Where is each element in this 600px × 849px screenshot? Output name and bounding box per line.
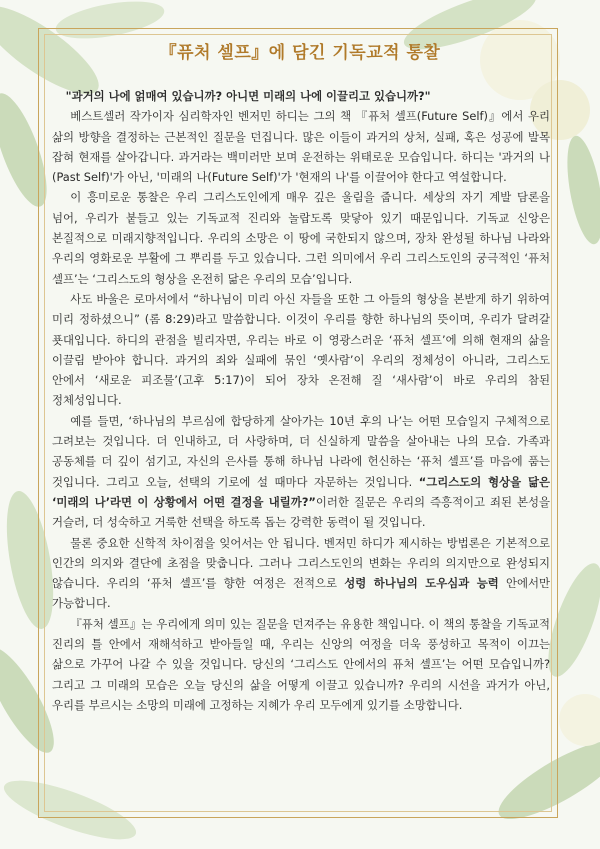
paragraph-5-text: 물론 중요한 신학적 차이점을 잊어서는 안 됩니다. 벤저민 하디가 제시하는 방법론은 기본적으로 인간의 의지와 결단에 초점을 맞춥니다. 그러나 그리스도인의 변화는 우리의 의지만으로 완성되지 않습니다. 우리의 ‘퓨처 셀프’를 향한 여정은 전적으로 — [52, 535, 550, 591]
paragraph-4-question: “그리스도의 형상을 닮은 ‘미래의 나’라면 이 상황에서 어떤 결정을 내릴까?” — [52, 474, 551, 509]
flower-shape — [559, 694, 600, 746]
paragraph-5-tail: 안에서만 가능합니다. — [52, 576, 550, 611]
paragraph-6: 『퓨처 셀프』는 우리에게 의미 있는 질문을 던져주는 유용한 책입니다. 이 책의 통찰을 기독교적 진리의 틀 안에서 재해석하고 받아들일 때, 우리는 신앙의 여정을 더욱 풍성하고 목적이 이끄는 삶으로 가꾸어 나갈 수 있을 것입니다. 당신의 ‘그리스도 안에서의 퓨처 셀프’는 어떤 모습입니까? 그리고 그 미래의 모습은 오늘 당신의 삶을 어떻게 이끌고 있습니까? 우리의 시선을 과거가 아닌, 우리를 부르시는 소망의 미래에 고정하는 지혜가 우리 모두에게 있기를 소망합니다. — [52, 616, 550, 712]
page-title: 『퓨처 셀프』에 담긴 기독교적 통찰 — [159, 43, 441, 63]
paragraph-3: 사도 바울은 로마서에서 “하나님이 미리 아신 자들을 또한 그 아들의 형상을 본받게 하기 위하여 미리 정하셨으니” (롬 8:29)라고 말씀합니다. 이것이 우리를 향한 하나님의 뜻이며, 우리가 달려갈 푯대입니다. 하디의 관점을 빌리자면, 우리는 바로 이 영광스러운 ‘퓨처 셀프’에 의해 현재의 삶을 이끌림 받아야 합니다. 과거의 죄와 실패에 묶인 ‘옛사람’이 우리의 정체성이 아니라, 그리스도 안에서 ‘새로운 피조물’(고후 5:17)이 되어 장차 온전해 질 ‘새사람’이 바로 우리의 참된 정체성입니다. — [52, 291, 550, 408]
paragraph-5-emphasis: 성령 하나님의 도우심과 능력 — [344, 576, 499, 591]
article-body — [52, 86, 550, 715]
paragraph-2: 이 흥미로운 통찰은 우리 그리스도인에게 매우 깊은 울림을 줍니다. 세상의 자기 계발 담론을 넘어, 우리가 붙들고 있는 기독교적 진리와 놀랍도록 맞닿아 있기 때문입니다. 기독교 신앙은 본질적으로 미래지향적입니다. 우리의 소망은 이 땅에 국한되지 않으며, 장차 완성될 하나님 나라와 우리의 영화로운 부활에 그 뿌리를 두고 있습니다. 그런 의미에서 우리 그리스도인의 궁극적인 ‘퓨처 셀프’는 ‘그리스도의 형상을 온전히 닮은 우리의 모습’입니다. — [52, 190, 550, 286]
lead-question: "과거의 나에 얽매여 있습니까? 아니면 미래의 나에 이끌리고 있습니까?" — [65, 89, 431, 103]
paragraph-5 — [52, 533, 550, 614]
paragraph-4 — [52, 411, 550, 533]
paragraph-4-text: 예를 들면, ‘하나님의 부르심에 합당하게 살아가는 10년 후의 나’는 어떤 모습일지 구체적으로 그려보는 것입니다. 더 인내하고, 더 사랑하며, 더 신실하게 말씀을 살아내는 나의 모습. 가족과 공동체를 더 깊이 섬기고, 자신의 은사를 통해 하나님 나라에 헌신하는 ‘퓨처 셀프’를 마음에 품는 것입니다. 그리고 오늘, 선택의 기로에 설 때마다 자문하는 것입니다. — [52, 413, 550, 489]
leaf-shape — [561, 133, 600, 247]
paragraph-1: 베스트셀러 작가이자 심리학자인 벤저민 하디는 그의 책 『퓨처 셀프(Future Self)』에서 우리 삶의 방향을 결정하는 근본적인 질문을 던집니다. 많은 이들이 과거의 상처, 실패, 혹은 성공에 발목 잡혀 현재를 살아갑니다. 과거라는 백미러만 보며 운전하는 위태로운 모습입니다. 하디는 '과거의 나(Past Self)'가 아닌, '미래의 나(Future Self)'가 '현재의 나'를 이끌어야 한다고 역설합니다. — [52, 109, 550, 185]
paragraph-4-tail: 이러한 질문은 우리의 즉흥적이고 죄된 본성을 거슬러, 더 성숙하고 거룩한 선택을 하도록 돕는 강력한 동력이 될 것입니다. — [52, 494, 551, 530]
